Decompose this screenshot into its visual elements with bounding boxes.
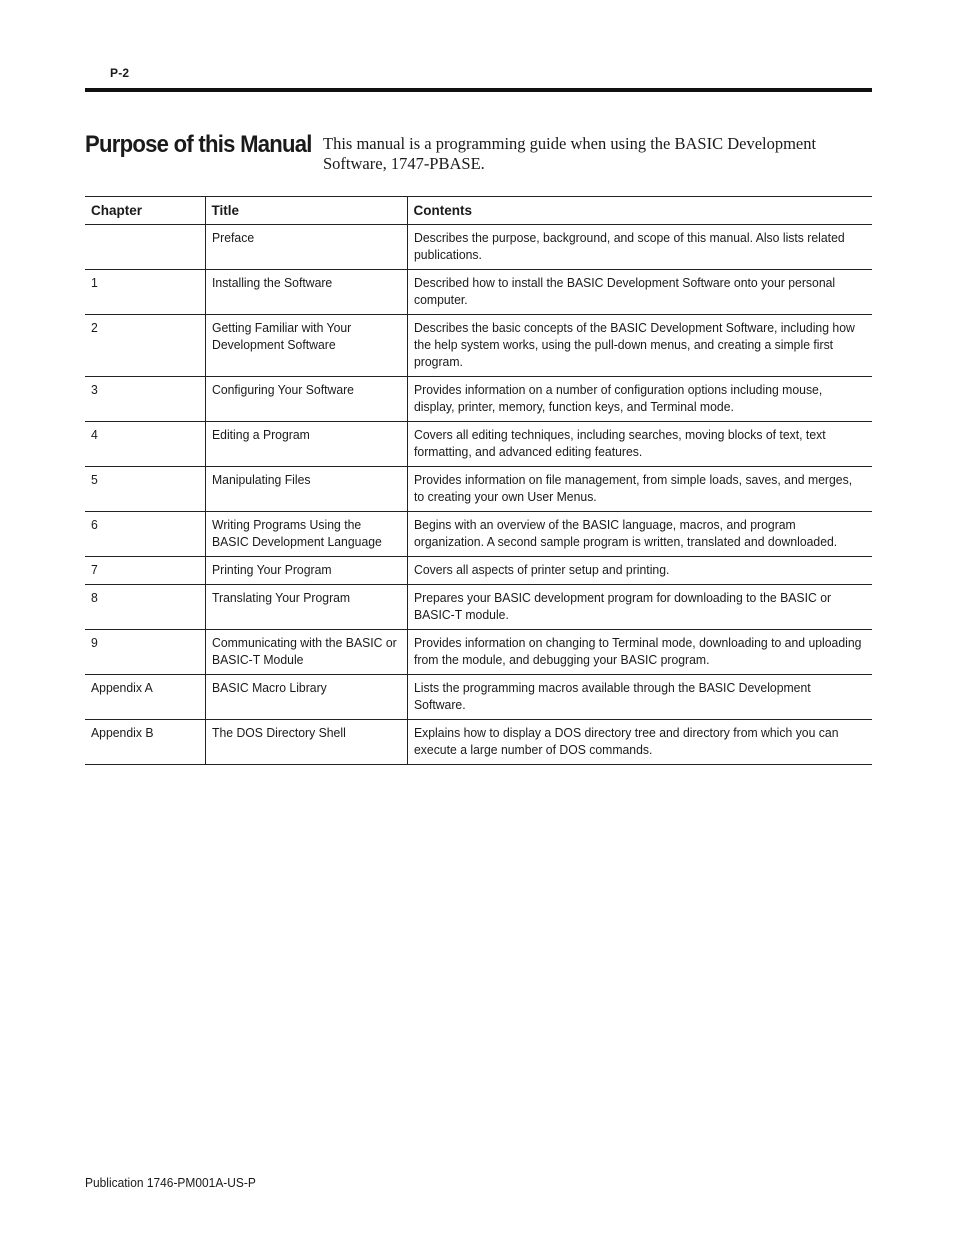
chapter-cell: Appendix A	[85, 675, 205, 720]
header-chapter: Chapter	[85, 197, 205, 225]
title-cell: Manipulating Files	[205, 467, 407, 512]
chapter-cell: 9	[85, 630, 205, 675]
title-cell: Writing Programs Using the BASIC Development Language	[205, 512, 407, 557]
chapter-cell: 4	[85, 422, 205, 467]
contents-cell: Lists the programming macros available through the BASIC Development Software.	[407, 675, 872, 720]
contents-cell: Provides information on changing to Terminal mode, downloading to and uploading from the module, and debugging your BASIC program.	[407, 630, 872, 675]
table-row	[85, 512, 872, 557]
chapter-cell: 8	[85, 585, 205, 630]
header-title: Title	[205, 197, 407, 225]
chapter-cell: 5	[85, 467, 205, 512]
chapter-cell: 7	[85, 557, 205, 585]
section-heading: Purpose of this Manual	[85, 131, 312, 158]
table-row	[85, 675, 872, 720]
chapter-cell: 1	[85, 270, 205, 315]
table-row	[85, 557, 872, 585]
contents-cell: Prepares your BASIC development program for downloading to the BASIC or BASIC-T module.	[407, 585, 872, 630]
table-row	[85, 467, 872, 512]
table-row	[85, 630, 872, 675]
page-number: P-2	[110, 66, 130, 80]
title-cell: Installing the Software	[205, 270, 407, 315]
chapter-cell: Appendix B	[85, 720, 205, 765]
header-contents: Contents	[407, 197, 872, 225]
contents-cell: Provides information on a number of configuration options including mouse, display, printer, memory, function keys, and Terminal mode.	[407, 377, 872, 422]
table-row	[85, 315, 872, 377]
contents-cell: Begins with an overview of the BASIC language, macros, and program organization. A second sample program is written, translated and downloaded.	[407, 512, 872, 557]
title-cell: Preface	[205, 225, 407, 270]
table-row	[85, 270, 872, 315]
chapter-cell: 6	[85, 512, 205, 557]
title-cell: Configuring Your Software	[205, 377, 407, 422]
title-cell: Getting Familiar with Your Development Software	[205, 315, 407, 377]
publication-footer: Publication 1746-PM001A-US-P	[85, 1175, 256, 1190]
contents-cell: Explains how to display a DOS directory tree and directory from which you can execute a large number of DOS commands.	[407, 720, 872, 765]
title-cell: The DOS Directory Shell	[205, 720, 407, 765]
title-cell: Communicating with the BASIC or BASIC-T Module	[205, 630, 407, 675]
contents-cell: Describes the basic concepts of the BASIC Development Software, including how the help system works, using the pull-down menus, and creating a simple first program.	[407, 315, 872, 377]
table-row	[85, 720, 872, 765]
chapter-cell	[85, 225, 205, 270]
title-cell: Editing a Program	[205, 422, 407, 467]
contents-cell: Covers all editing techniques, including searches, moving blocks of text, text formatting, and advanced editing features.	[407, 422, 872, 467]
contents-cell: Describes the purpose, background, and scope of this manual. Also lists related publications.	[407, 225, 872, 270]
table-header-row	[85, 197, 872, 225]
header-rule	[85, 88, 872, 92]
table-row	[85, 585, 872, 630]
title-cell: Translating Your Program	[205, 585, 407, 630]
title-cell: BASIC Macro Library	[205, 675, 407, 720]
contents-cell: Covers all aspects of printer setup and printing.	[407, 557, 872, 585]
chapter-cell: 2	[85, 315, 205, 377]
contents-cell: Described how to install the BASIC Development Software onto your personal computer.	[407, 270, 872, 315]
contents-cell: Provides information on file management, from simple loads, saves, and merges, to creating your own User Menus.	[407, 467, 872, 512]
table-row	[85, 377, 872, 422]
intro-paragraph: This manual is a programming guide when using the BASIC Development Software, 1747-PBASE.	[323, 134, 817, 173]
chapter-cell: 3	[85, 377, 205, 422]
title-cell: Printing Your Program	[205, 557, 407, 585]
table-row	[85, 225, 872, 270]
chapter-table	[85, 196, 872, 765]
table-row	[85, 422, 872, 467]
